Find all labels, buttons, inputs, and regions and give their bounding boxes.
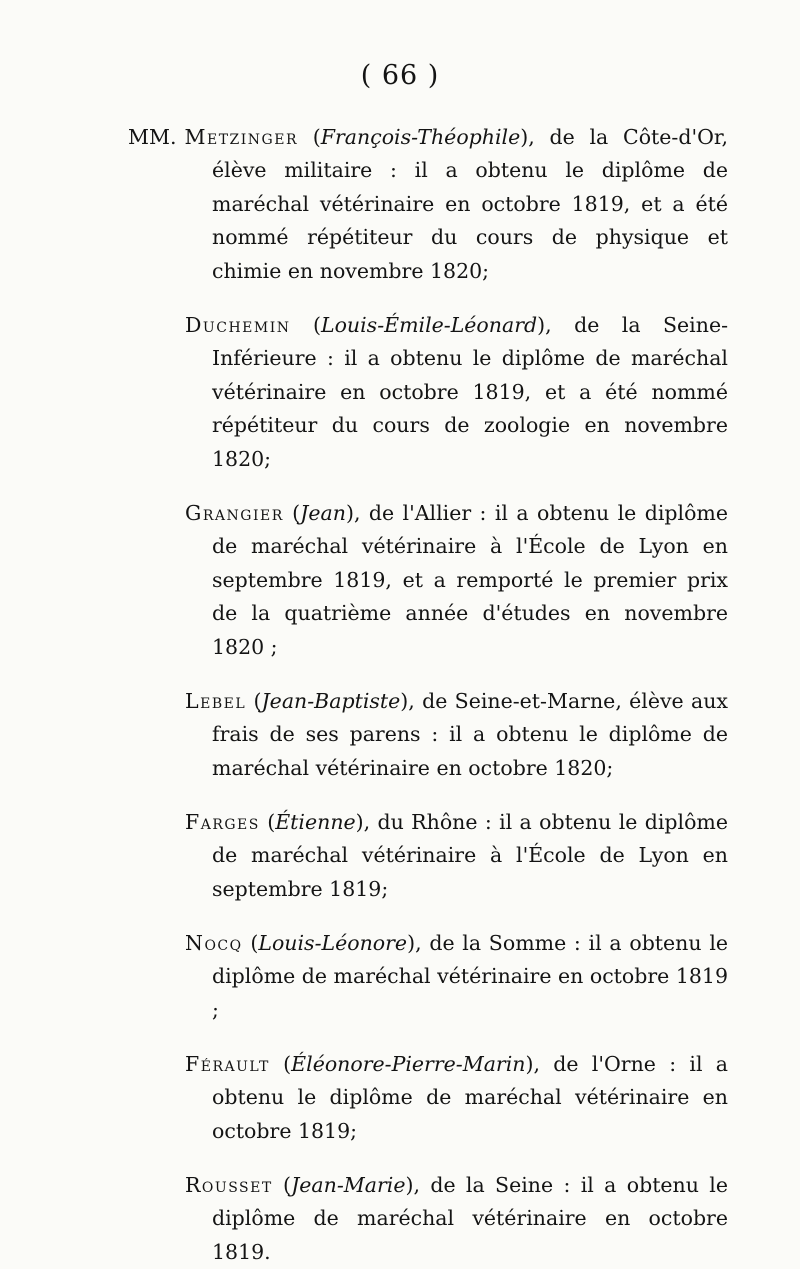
- entry-text: ), de la Seine : il a obtenu le diplôme de maréchal vétérinaire en octobre 1819.: [212, 1173, 728, 1264]
- entry-lebel: Lebel (Jean-Baptiste), de Seine-et-Marne, élève aux frais de ses parens : il a obtenu le diplôme de maréchal vétérinaire en octobre 1820;: [128, 685, 728, 786]
- entry-text: ), de la Seine-Inférieure : il a obtenu le diplôme de maréchal vétérinaire en octobre 1819, et a été nommé répétiteur du cours de zoologie en novembre 1820;: [212, 313, 728, 471]
- entry-surname: Nocq: [185, 931, 243, 955]
- entry-nocq: Nocq (Louis-Léonore), de la Somme : il a obtenu le diplôme de maréchal vétérinaire en octobre 1819 ;: [128, 927, 728, 1028]
- entry-given-name: Jean-Baptiste: [261, 689, 400, 713]
- entry-text: ), du Rhône : il a obtenu le diplôme de maréchal vétérinaire à l'École de Lyon en septembre 1819;: [212, 810, 728, 901]
- entry-given-name: Étienne: [275, 810, 355, 834]
- entry-surname: Férault: [185, 1052, 270, 1076]
- entry-farges: Farges (Étienne), du Rhône : il a obtenu le diplôme de maréchal vétérinaire à l'École de Lyon en septembre 1819;: [128, 806, 728, 907]
- entry-given-name: Éléonore-Pierre-Marin: [291, 1052, 525, 1076]
- entry-text: ), de Seine-et-Marne, élève aux frais de ses parens : il a obtenu le diplôme de maréchal vétérinaire en octobre 1820;: [212, 689, 728, 780]
- entry-text: ), de l'Orne : il a obtenu le diplôme de maréchal vétérinaire en octobre 1819;: [212, 1052, 728, 1143]
- entry-given-name: Louis-Léonore: [258, 931, 407, 955]
- entry-surname: Rousset: [185, 1173, 273, 1197]
- entry-surname: Metzinger: [185, 125, 299, 149]
- entry-text: ), de la Somme : il a obtenu le diplôme de maréchal vétérinaire en octobre 1819 ;: [212, 931, 728, 1022]
- entry-surname: Farges: [185, 810, 260, 834]
- entry-text: ), de l'Allier : il a obtenu le diplôme de maréchal vétérinaire à l'École de Lyon en septembre 1819, et a remporté le premier prix de la quatrième année d'études en novembre 1820 ;: [212, 501, 728, 659]
- entry-given-name: Louis-Émile-Léonard: [321, 313, 537, 337]
- entry-list: [128, 100, 728, 1269]
- entry-duchemin: Duchemin (Louis-Émile-Léonard), de la Seine-Inférieure : il a obtenu le diplôme de maréchal vétérinaire en octobre 1819, et a été nommé répétiteur du cours de zoologie en novembre 1820;: [128, 309, 728, 477]
- entry-given-name: Jean-Marie: [291, 1173, 405, 1197]
- entry-surname: Grangier: [185, 501, 284, 525]
- entry-surname: Lebel: [185, 689, 246, 713]
- entry-surname: Duchemin: [185, 313, 291, 337]
- entry-prefix: MM.: [128, 125, 177, 149]
- entry-grangier: Grangier (Jean), de l'Allier : il a obtenu le diplôme de maréchal vétérinaire à l'École de Lyon en septembre 1819, et a remporté le premier prix de la quatrième année d'études en novembre 1820 ;: [128, 497, 728, 665]
- page-number: ( 66 ): [0, 60, 800, 91]
- entry-given-name: Jean: [300, 501, 346, 525]
- entry-metzinger: MM. Metzinger (François-Théophile), de la Côte-d'Or, élève militaire : il a obtenu le diplôme de maréchal vétérinaire en octobre 1819, et a été nommé répétiteur du cours de physique et chimie en novembre 1820;: [128, 121, 728, 289]
- entry-text: ), de la Côte-d'Or, élève militaire : il a obtenu le diplôme de maréchal vétérinaire en octobre 1819, et a été nommé répétiteur du cours de physique et chimie en novembre 1820;: [212, 125, 728, 283]
- entry-rousset: Rousset (Jean-Marie), de la Seine : il a obtenu le diplôme de maréchal vétérinaire en octobre 1819.: [128, 1169, 728, 1269]
- entry-given-name: François-Théophile: [321, 125, 520, 149]
- entry-ferault: Férault (Éléonore-Pierre-Marin), de l'Orne : il a obtenu le diplôme de maréchal vétérinaire en octobre 1819;: [128, 1048, 728, 1149]
